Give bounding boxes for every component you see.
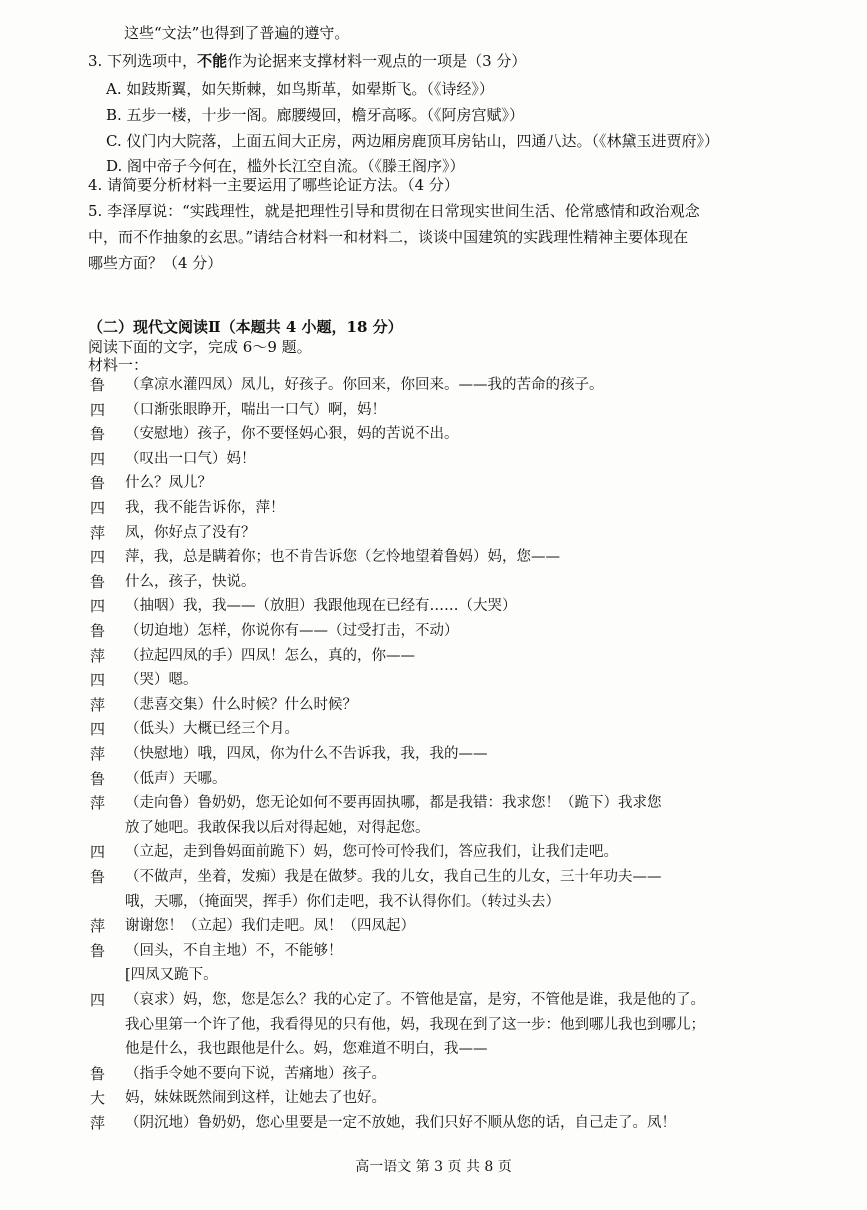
dialogue-line: [四凤又跪下。 bbox=[125, 967, 218, 984]
speaker-label: 萍 bbox=[90, 917, 106, 936]
speaker-label: 四 bbox=[90, 671, 106, 690]
section-2-instruction: 阅读下面的文字，完成 6～9 题。 bbox=[88, 338, 312, 356]
dialogue-line: （安慰地）孩子，你不要怪妈心狠，妈的苦说不出。 bbox=[125, 426, 459, 443]
speaker-label: 四 bbox=[90, 499, 106, 517]
dialogue-line: （拿凉水灌四凤）凤儿，好孩子。你回来，你回来。——我的苦命的孩子。 bbox=[125, 377, 604, 393]
speaker-label: 萍 bbox=[90, 695, 106, 714]
speaker-label: 四 bbox=[90, 449, 106, 468]
speaker-label: 鲁 bbox=[90, 376, 106, 394]
speaker-label: 四 bbox=[90, 991, 106, 1009]
speaker-label: 鲁 bbox=[90, 622, 106, 640]
dialogue-line: 什么，孩子，快说。 bbox=[125, 573, 256, 590]
question-3 bbox=[88, 50, 526, 72]
dialogue-line: 他是什么，我也跟他是什么。妈，您难道不明白，我—— bbox=[125, 1041, 488, 1058]
speaker-label: 鲁 bbox=[90, 1064, 106, 1083]
dialogue-line: （回头，不自主地）不，不能够！ bbox=[125, 942, 343, 959]
question-5-line1: 5. 李泽厚说：“实践理性，就是把理性引导和贯彻在日常现实世间生活、伦常感情和政治观念 bbox=[88, 202, 700, 220]
text-line-wenfa: 这些“文法”也得到了普遍的遵守。 bbox=[124, 24, 350, 42]
speaker-label: 鲁 bbox=[90, 572, 106, 591]
dialogue-line: 哦，天哪，（掩面哭，挥手）你们走吧，我不认得你们。（转过头去） bbox=[125, 893, 560, 910]
section-2-title: （二）现代文阅读Ⅱ（本题共 4 小题，18 分） bbox=[88, 318, 403, 336]
speaker-label: 四 bbox=[90, 843, 106, 862]
dialogue-line: （指手令她不要向下说，苦痛地）孩子。 bbox=[125, 1065, 386, 1082]
speaker-label: 鲁 bbox=[90, 425, 106, 444]
dialogue-line: 我，我不能告诉你，萍！ bbox=[125, 500, 285, 516]
speaker-label: 萍 bbox=[90, 794, 106, 813]
question-3-suffix: 作为论据来支撑材料一观点的一项是（3 分） bbox=[227, 52, 527, 70]
dialogue-line: 我心里第一个许了他，我看得见的只有他，妈，我现在到了这一步：他到哪儿我也到哪儿； bbox=[125, 1016, 705, 1033]
question-5-line3: 哪些方面？（4 分） bbox=[88, 254, 223, 272]
dialogue-line: 放了她吧。我敢保我以后对得起她，对得起您。 bbox=[125, 819, 430, 836]
question-3-prefix: 3. 下列选项中， bbox=[88, 52, 198, 70]
dialogue-line: （快慰地）哦，四凤，你为什么不告诉我，我，我的—— bbox=[125, 746, 488, 762]
dialogue-line: （悲喜交集）什么时候？什么时候？ bbox=[125, 696, 357, 713]
speaker-label: 四 bbox=[90, 400, 106, 419]
speaker-label: 鲁 bbox=[90, 941, 106, 960]
speaker-label: 四 bbox=[90, 548, 106, 567]
speaker-label: 萍 bbox=[90, 745, 106, 763]
dialogue-line: （口渐张眼睁开，喘出一口气）啊，妈！ bbox=[125, 401, 386, 418]
speaker-label: 萍 bbox=[90, 523, 106, 542]
dialogue-line: （哭）嗯。 bbox=[125, 672, 198, 689]
dialogue-line: （叹出一口气）妈！ bbox=[125, 450, 256, 467]
speaker-label: 四 bbox=[90, 597, 106, 616]
speaker-label: 四 bbox=[90, 720, 106, 739]
dialogue-line: 什么？凤儿？ bbox=[125, 475, 212, 492]
option-c: C. 仪门内大院落，上面五间大正房，两边厢房鹿顶耳房钻山，四通八达。（《林黛玉进贾府》） bbox=[106, 132, 719, 150]
dialogue-line: （哀求）妈，您，您是怎么？我的心定了。不管他是富，是穷，不管他是谁，我是他的了。 bbox=[125, 992, 705, 1008]
page-footer: 高一语文 第 3 页 共 8 页 bbox=[355, 1159, 512, 1175]
question-4: 4. 请简要分析材料一主要运用了哪些论证方法。（4 分） bbox=[88, 176, 459, 194]
dialogue-line: （低声）天哪。 bbox=[125, 770, 227, 787]
speaker-label: 萍 bbox=[90, 646, 106, 665]
dialogue-line: （阴沉地）鲁奶奶，您心里要是一定不放她，我们只好不顺从您的话，自己走了。凤！ bbox=[125, 1115, 676, 1131]
dialogue-line: 妈，妹妹既然闹到这样，让她去了也好。 bbox=[125, 1090, 386, 1107]
dialogue-line: （立起，走到鲁妈面前跪下）妈，您可怜可怜我们，答应我们，让我们走吧。 bbox=[125, 844, 618, 861]
speaker-label: 鲁 bbox=[90, 474, 106, 493]
option-d: D. 阁中帝子今何在，槛外长江空自流。（《滕王阁序》） bbox=[106, 157, 465, 175]
dialogue-line: （走向鲁）鲁奶奶，您无论如何不要再固执哪，都是我错：我求您！（跪下）我求您 bbox=[125, 795, 662, 812]
speaker-label: 大 bbox=[90, 1089, 106, 1108]
option-b: B. 五步一楼，十步一阁。廊腰缦回，檐牙高啄。（《阿房宫赋》） bbox=[106, 106, 525, 124]
dialogue-line: （低头）大概已经三个月。 bbox=[125, 721, 299, 738]
dialogue-line: （拉起四凤的手）四凤！怎么，真的，你—— bbox=[125, 647, 415, 664]
dialogue-line: （切迫地）怎样，你说你有——（过受打击，不动） bbox=[125, 623, 459, 639]
dialogue-line: 萍，我，总是瞒着你；也不肯告诉您（乞怜地望着鲁妈）妈，您—— bbox=[125, 549, 560, 566]
question-3-emphasis: 不能 bbox=[197, 52, 228, 70]
speaker-label: 萍 bbox=[90, 1114, 106, 1132]
dialogue-line: （抽咽）我，我——（放胆）我跟他现在已经有……（大哭） bbox=[125, 598, 517, 615]
speaker-label: 鲁 bbox=[90, 769, 106, 788]
question-5-line2: 中，而不作抽象的玄思。”请结合材料一和材料二，谈谈中国建筑的实践理性精神主要体现在 bbox=[88, 228, 689, 246]
speaker-label: 鲁 bbox=[90, 868, 106, 886]
dialogue-line: 谢谢您！（立起）我们走吧。凤！（四凤起） bbox=[125, 918, 415, 935]
dialogue-line: （不做声，坐着，发痴）我是在做梦。我的儿女，我自己生的儿女，三十年功夫—— bbox=[125, 869, 662, 885]
option-a: A. 如跂斯翼，如矢斯棘，如鸟斯革，如翚斯飞。（《诗经》） bbox=[106, 80, 494, 98]
dialogue-line: 凤，你好点了没有？ bbox=[125, 524, 256, 541]
material-label: 材料一： bbox=[88, 356, 149, 374]
